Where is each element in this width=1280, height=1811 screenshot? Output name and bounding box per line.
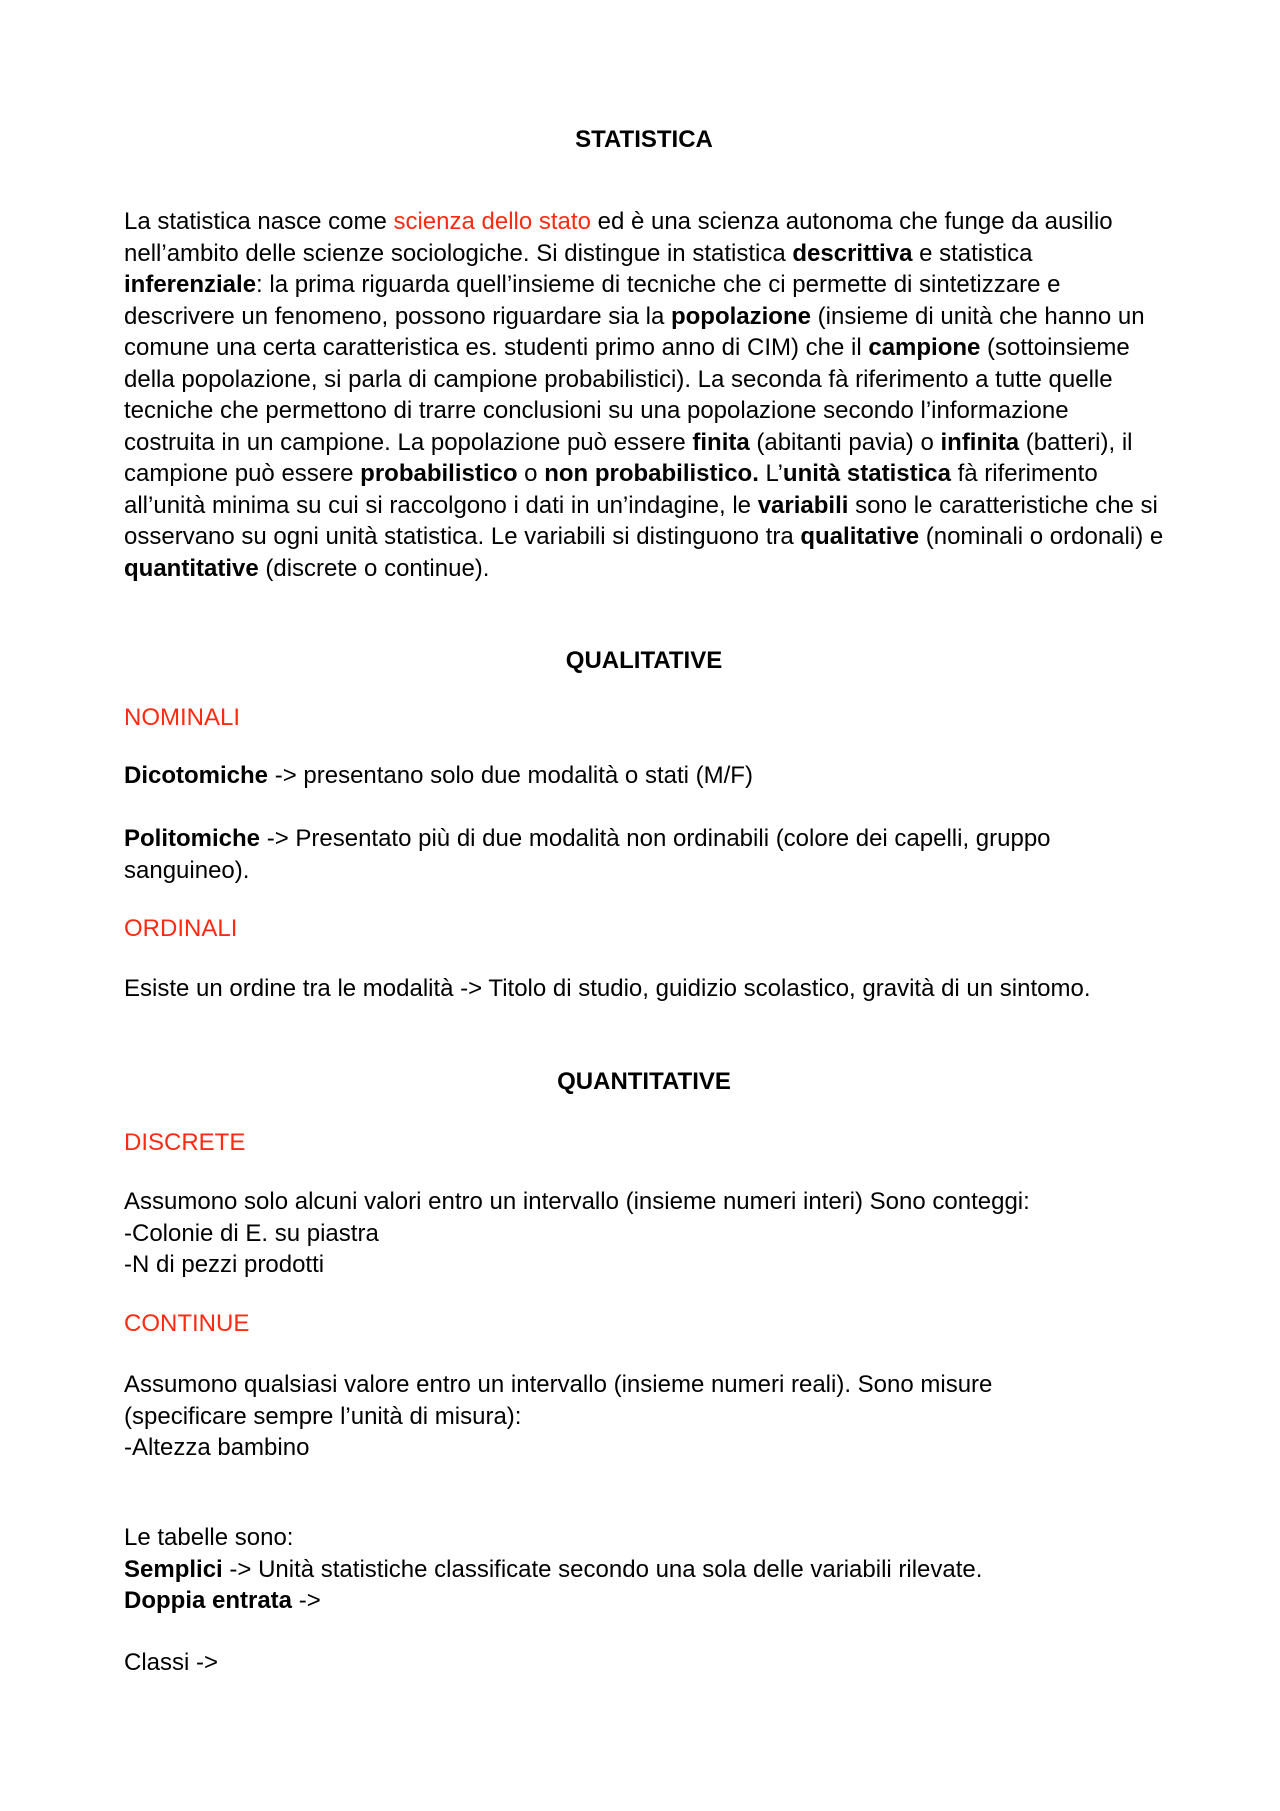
ordinali-text: Esiste un ordine tra le modalità -> Titolo di studio, guidizio scolastico, gravità di un sintomo. [124,975,1091,1002]
term-qualitative: qualitative [800,523,920,550]
term-probabilistico: probabilistico [360,460,518,487]
term-infinita: infinita [940,428,1020,456]
term-popolazione: popolazione [670,302,811,330]
term-campione: campione [868,334,981,361]
politomiche-text: -> Presentato più di due modalità non ordinabili (colore dei capelli, gruppo sanguineo). [124,825,1051,884]
intro-text: (nominali o ordonali) e [919,523,1164,550]
semplici-text: -> Unità statistiche classificate secondo una sola delle variabili rilevate. [222,1555,983,1583]
page-title: STATISTICA [575,126,713,153]
item-dicotomiche [124,760,1164,792]
intro-text: (batteri), il campione può essere [124,428,1133,487]
continue-line: -Altezza bambino [124,1434,310,1461]
item-politomiche [124,823,1164,886]
discrete-line: Assumono solo alcuni valori entro un intervallo (insieme numeri interi) Sono conteggi: [124,1188,1030,1215]
discrete-line: -Colonie di E. su piastra [124,1219,379,1247]
term-politomiche: Politomiche [124,825,261,852]
continue-block [124,1369,1164,1464]
intro-text: (sottoinsieme della popolazione, si parla di campione probabilistici). La seconda fà riferimento a tutte quelle tecniche che permettono di trarre conclusioni su una popolazione secondo l’informazione costruita in un campione. La popolazione può essere [124,334,1130,456]
heading-ordinali: ORDINALI [124,915,238,942]
term-non-probabilistico: non probabilistico. [544,460,759,487]
term-semplici: Semplici [124,1555,223,1583]
intro-text: o [517,460,545,487]
continue-line: (specificare sempre l’unità di misura): [124,1402,522,1430]
heading-qualitative: QUALITATIVE [565,647,723,674]
intro-text: (insieme di unità che hanno un comune una certa caratteristica es. studenti primo anno di CIM) che il [124,302,1145,361]
heading-continue: CONTINUE [124,1310,250,1337]
heading-quantitative: QUANTITATIVE [557,1068,731,1095]
term-inferenziale: inferenziale [124,271,257,298]
intro-text: sono le caratteristiche che si osservano su ogni unità statistica. Le variabili si distinguono tra [124,491,1158,550]
term-descrittiva: descrittiva [792,239,913,267]
tabelle-block [124,1522,1164,1617]
item-doppia-entrata [124,1585,1164,1617]
term-unita-statistica: unità statistica [782,460,951,487]
classi-text: Classi -> [124,1649,219,1676]
term-doppia-entrata: Doppia entrata [124,1587,293,1614]
intro-text: e statistica [912,239,1033,267]
intro-text: (abitanti pavia) o [749,428,941,456]
heading-discrete: DISCRETE [124,1129,246,1156]
item-semplici [124,1554,1164,1586]
intro-text: (discrete o continue). [258,554,490,582]
intro-text: La statistica nasce come [124,208,394,235]
discrete-line: -N di pezzi prodotti [124,1251,325,1278]
term-finita: finita [692,428,750,456]
heading-nominali: NOMINALI [124,704,241,731]
intro-text: fà riferimento all’unità minima su cui si raccolgono i dati in un’indagine, le [124,460,1098,519]
intro-text: : la prima riguarda quell’insieme di tecniche che ci permette di sintetizzare e descrivere un fenomeno, possono riguardare sia la [124,271,1061,330]
highlight-scienza-dello-stato: scienza dello stato [393,208,591,235]
intro-text: ed è una scienza autonoma che funge da ausilio nell’ambito delle scienze sociologiche. Si distingue in statistica [124,208,1113,267]
intro-paragraph [124,206,1164,584]
term-dicotomiche: Dicotomiche [124,762,269,789]
discrete-block [124,1186,1164,1281]
doppia-text: -> [292,1587,321,1614]
intro-text: L’ [758,460,783,487]
dicotomiche-text: -> presentano solo due modalità o stati (M/F) [268,762,753,789]
tabelle-intro: Le tabelle sono: [124,1524,294,1551]
term-variabili: variabili [757,491,849,519]
term-quantitative: quantitative [124,554,259,582]
continue-line: Assumono qualsiasi valore entro un intervallo (insieme numeri reali). Sono misure [124,1371,993,1398]
